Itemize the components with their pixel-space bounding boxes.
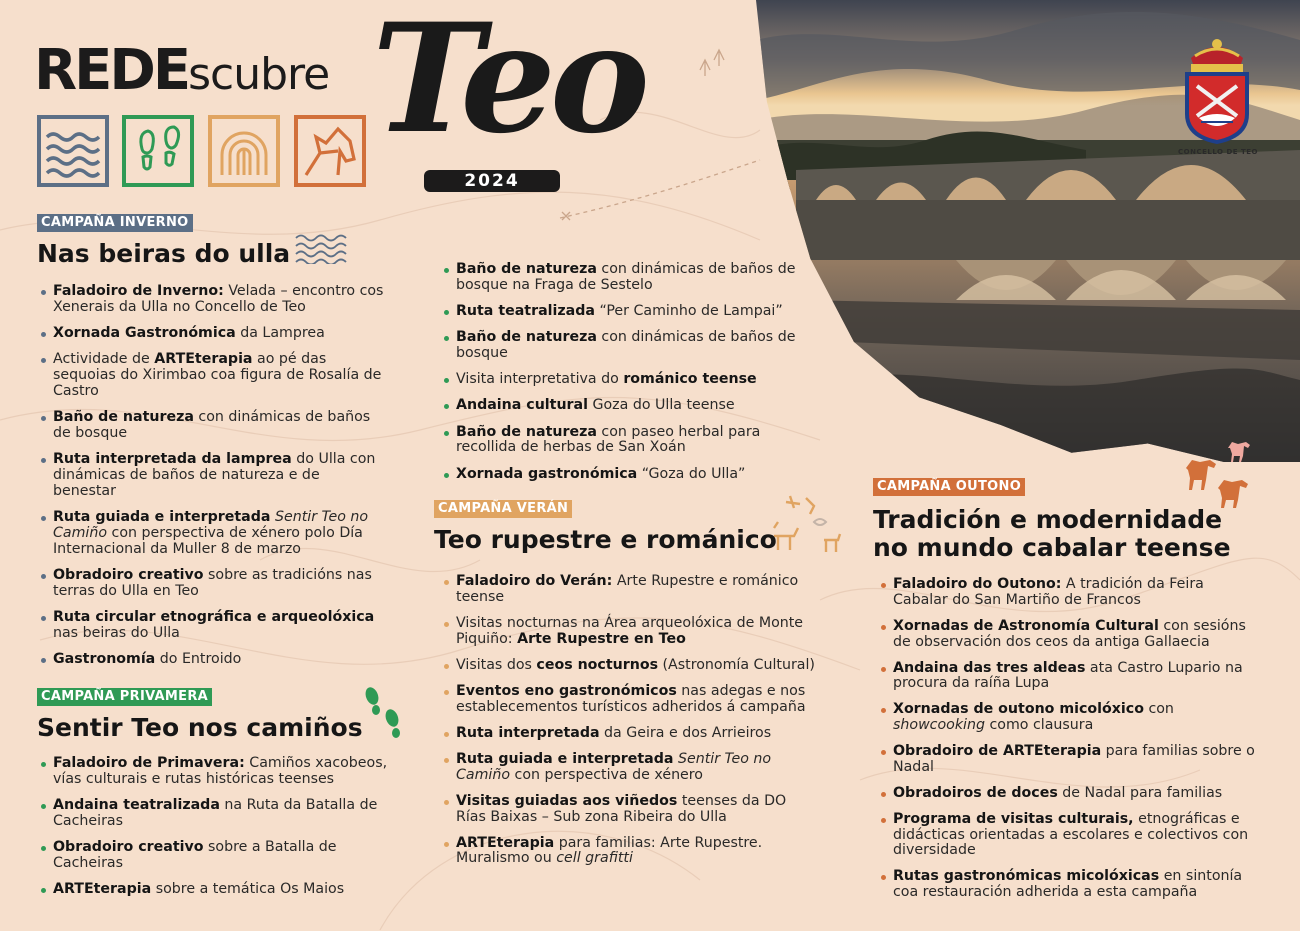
list-item-text: do Entroido (155, 651, 242, 668)
waves-decoration-icon (294, 232, 350, 264)
list-item-text: Andaina teatralizada (53, 797, 220, 814)
list-item-text: Visitas nocturnas na Área arqueolóxica de Monte Piquiño: (456, 614, 804, 647)
inverno-title: Nas beiras do ulla (37, 239, 291, 268)
footprints-icon (122, 115, 194, 187)
list-item (879, 786, 1259, 802)
list-item-text: Andaina cultural (456, 397, 588, 414)
privamera-title: Sentir Teo nos camiños (37, 713, 363, 742)
list-item (442, 684, 817, 716)
list-item-text: Sentir Teo no Camiño (456, 750, 772, 783)
list-item-text: de Nadal para familias (1057, 784, 1223, 801)
list-item-text: Ruta interpretada (456, 724, 600, 741)
list-item-text: Ruta interpretada da lamprea (53, 451, 292, 468)
spiral-icon (208, 115, 280, 187)
list-item-text: Ruta circular etnográfica e arqueolóxica (53, 609, 375, 626)
list-item-text: Actividade de (53, 351, 155, 368)
list-item-text: con dinámicas de baños de bosque (456, 329, 796, 361)
list-item-text: Visita interpretativa do (456, 371, 624, 388)
list-item (442, 574, 817, 606)
inverno-list (39, 284, 384, 668)
list-item (442, 616, 817, 648)
list-item-text: sobre a temática Os Maios (151, 881, 345, 898)
list-item (879, 812, 1259, 859)
footprints-decoration-icon (360, 682, 406, 740)
list-item-text: (Astronomía Cultural) (658, 656, 815, 673)
list-item-text: para familias sobre o Nadal (893, 743, 1255, 775)
horse-icon (294, 115, 366, 187)
list-item-text: teenses da DO Rías Baixas – Sub zona Ribeira do Ulla (456, 792, 787, 825)
list-item-text: Rutas gastronómicas micolóxicas (893, 868, 1160, 885)
list-item-text: nas adegas e nos establecementos turísticos adheridos á campaña (456, 682, 806, 715)
list-item-text: ARTEterapia (456, 834, 555, 851)
list-item-text: Ruta teatralizada (456, 302, 595, 319)
list-item-text: para familias: Arte Rupestre. Muralismo ou (456, 834, 763, 867)
concello-crest-icon (1177, 30, 1257, 148)
list-item-text: da Geira e dos Arrieiros (599, 724, 772, 741)
list-item-text: na Ruta da Batalla de Cacheiras (53, 797, 378, 829)
crest-label: CONCELLO DE TEO (1178, 148, 1258, 156)
list-item (879, 619, 1259, 651)
list-item (879, 661, 1259, 693)
list-item-text: “Per Caminho de Lampai” (594, 302, 783, 319)
list-item-text: Xornadas de outono micolóxico (893, 701, 1144, 718)
list-item-text: en sintonía coa restauración adherida a esta campaña (893, 868, 1243, 901)
outono-list (879, 577, 1259, 901)
list-item (442, 467, 807, 483)
list-item (442, 752, 817, 784)
campaign-veran-tag: CAMPAÑA VERÁN (434, 500, 572, 518)
list-item-text: ceos nocturnos (536, 656, 659, 673)
list-item-text: Faladoiro de Primavera: (53, 755, 245, 771)
list-item-text: con perspectiva de xénero (510, 766, 703, 783)
list-item-text: Camiños xacobeos, vías culturais e rutas históricas teenses (53, 755, 388, 787)
list-item-text: Arte Rupestre en Teo (517, 630, 686, 647)
list-item (39, 284, 384, 316)
rock-art-decoration-icon (770, 492, 846, 562)
logo-rede-text: REDE (34, 38, 189, 103)
list-item-text: con dinámicas de baños de bosque (53, 409, 371, 442)
list-item (39, 326, 384, 342)
veran-list (442, 574, 817, 867)
list-item-text: Obradoiro creativo (53, 839, 204, 856)
list-item (442, 726, 817, 742)
list-item (442, 425, 807, 457)
list-item-text: Goza do Ulla teense (587, 397, 735, 414)
list-item-text: showcooking (893, 717, 985, 734)
list-item-text: Visitas guiadas aos viñedos (456, 792, 678, 809)
list-item-text: ao pé das sequoias do Xirimbao coa figura de Rosalía de Castro (53, 351, 382, 399)
list-item-text: Obradoiro creativo (53, 567, 204, 584)
list-item (442, 836, 817, 868)
list-item (39, 610, 384, 642)
year-badge: 2024 (424, 170, 560, 192)
list-item-text: Ruta guiada e interpretada (456, 750, 674, 767)
list-item-text: Baño de natureza (53, 409, 194, 426)
list-item-text: “Goza do Ulla” (637, 465, 746, 482)
list-item-text: Faladoiro do Outono: (893, 576, 1062, 592)
logo-redescubre (34, 38, 329, 103)
list-item (39, 452, 384, 499)
list-item-text: con perspectiva de xénero polo Día Internacional da Muller 8 de marzo (53, 525, 363, 557)
list-item (442, 372, 807, 388)
list-item (39, 756, 409, 788)
list-item (442, 658, 817, 674)
list-item-text: Baño de natureza (456, 423, 597, 440)
list-item-text: con dinámicas de baños de bosque na Fraga de Sestelo (456, 261, 796, 293)
list-item-text: Xornadas de Astronomía Cultural (893, 617, 1159, 634)
list-item-text: Xornada gastronómica (456, 465, 638, 482)
list-item-text: etnográficas e didácticas orientadas a escolares e colectivos con diversidade (893, 810, 1249, 859)
list-item (39, 882, 409, 898)
list-item-text: Sentir Teo no Camiño (53, 509, 369, 542)
campaign-inverno-tag: CAMPAÑA INVERNO (37, 214, 193, 232)
list-item-text: Gastronomía (53, 651, 156, 668)
list-item (879, 869, 1259, 901)
logo-scubre-text: scubre (188, 49, 330, 100)
logo-teo-text: Teo (372, 0, 644, 167)
list-item (39, 568, 384, 600)
list-item-text: Programa de visitas culturais, (893, 810, 1134, 827)
list-item-text: Baño de natureza (456, 261, 597, 277)
list-item-text: Faladoiro do Verán: (456, 573, 613, 589)
list-item-text: da Lamprea (235, 325, 325, 342)
campaign-outono-tag: CAMPAÑA OUTONO (873, 478, 1025, 496)
list-item (39, 410, 384, 442)
list-item-text: cell grafitti (556, 850, 633, 867)
list-item-text: ARTEterapia (53, 881, 152, 898)
list-item (879, 744, 1259, 776)
list-item (442, 304, 807, 320)
list-item-text: con (1143, 701, 1174, 718)
outono-title-line2: no mundo cabalar teense (873, 533, 1231, 562)
list-item-text: A tradición da Feira Cabalar do San Martiño de Francos (893, 576, 1204, 608)
list-item (39, 798, 409, 830)
list-item (442, 398, 807, 414)
list-item-text: do Ulla con dinámicas de baños de natureza e de benestar (53, 451, 376, 499)
list-item (39, 510, 384, 557)
horses-decoration-icon (1182, 438, 1260, 510)
waves-icon (37, 115, 109, 187)
list-item-text: ata Castro Lupario na procura da raíña Lupa (893, 659, 1243, 692)
list-item-text: ARTEterapia (154, 351, 253, 368)
list-item-text: Obradoiro de ARTEterapia (893, 743, 1102, 760)
list-item-text: sobre a Batalla de Cacheiras (53, 839, 337, 871)
privamera-list-continued (442, 262, 807, 482)
list-item-text: Obradoiros de doces (893, 784, 1058, 801)
list-item-text: Visitas dos (456, 656, 537, 673)
list-item (879, 702, 1259, 734)
list-item-text: Faladoiro de Inverno: (53, 283, 224, 299)
list-item-text: Andaina das tres aldeas (893, 659, 1086, 676)
list-item-text: Baño de natureza (456, 329, 597, 346)
list-item-text: románico teense (623, 371, 757, 388)
list-item (442, 794, 817, 826)
list-item (442, 262, 807, 294)
list-item-text: Eventos eno gastronómicos (456, 682, 677, 699)
list-item-text: sobre as tradicións nas terras do Ulla en Teo (53, 567, 372, 599)
list-item (39, 840, 409, 872)
list-item (39, 352, 384, 399)
veran-title: Teo rupestre e románico (434, 525, 777, 554)
list-item (879, 577, 1259, 609)
list-item-text: Ruta guiada e interpretada (53, 509, 271, 526)
campaign-privamera-tag: CAMPAÑA PRIVAMERA (37, 688, 212, 706)
outono-title-line1: Tradición e modernidade (873, 505, 1223, 534)
list-item (442, 330, 807, 362)
list-item-text: nas beiras do Ulla (53, 625, 180, 642)
list-item-text: Velada – encontro cos Xenerais da Ulla no Concello de Teo (53, 283, 384, 315)
list-item-text: con sesións de observación dos ceos da antiga Gallaecia (893, 617, 1246, 650)
list-item-text: Arte Rupestre e románico teense (456, 573, 799, 605)
list-item-text: con paseo herbal para recollida de herbas de San Xoán (456, 423, 761, 456)
privamera-list (39, 756, 409, 898)
list-item (39, 652, 384, 668)
list-item-text: como clausura (984, 717, 1094, 734)
list-item-text: Xornada Gastronómica (53, 325, 236, 342)
